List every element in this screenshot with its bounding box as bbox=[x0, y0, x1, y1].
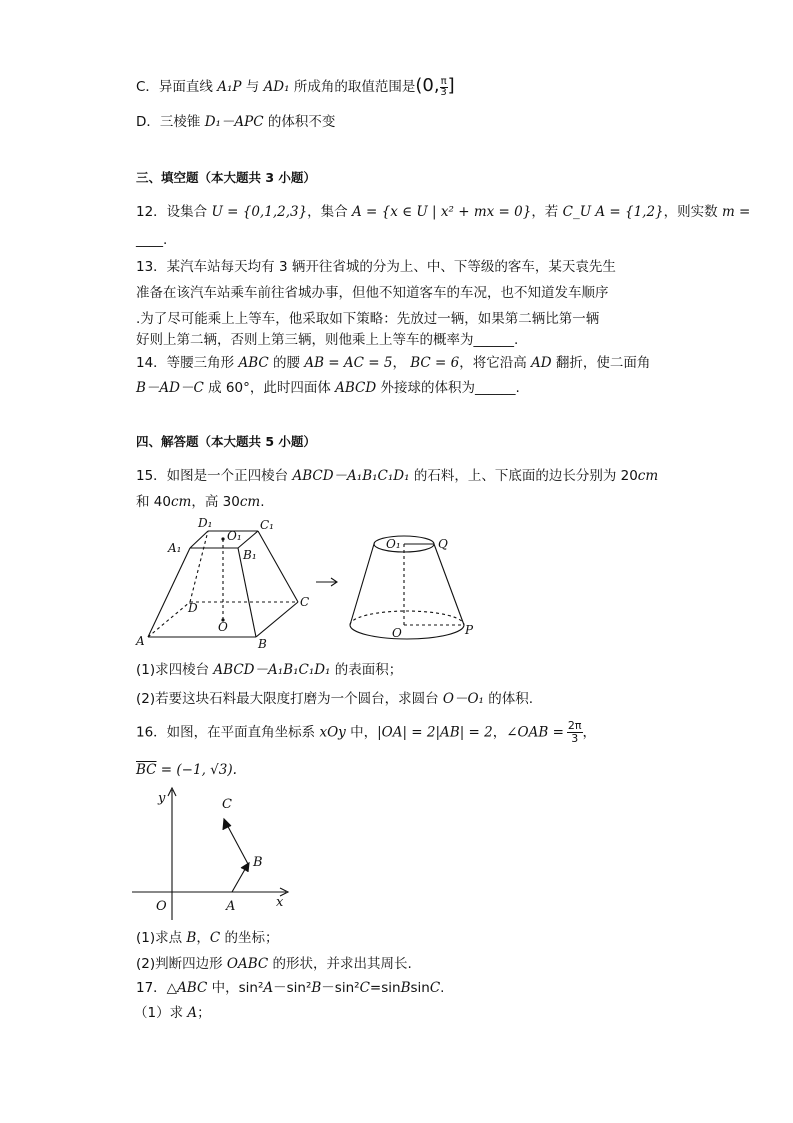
math-set-u: U = {0,1,2,3} bbox=[211, 204, 308, 220]
q14-text: ，将它沿高 bbox=[459, 355, 532, 371]
label-b: B bbox=[258, 637, 267, 651]
q16-text: 的坐标； bbox=[220, 930, 279, 946]
math-oo1: O－O₁ bbox=[442, 691, 484, 707]
fraction-denominator: 3 bbox=[440, 86, 447, 98]
q16-part-1 bbox=[136, 928, 278, 948]
section-3-heading: 三、填空题（本大题共 3 小题） bbox=[136, 170, 316, 185]
label-a1: A₁ bbox=[168, 541, 182, 555]
math-abc: ABC bbox=[238, 355, 269, 371]
fraction-numerator: 2π bbox=[567, 719, 582, 732]
q16-line-1 bbox=[136, 720, 596, 745]
label-o1: O₁ bbox=[227, 529, 242, 543]
q15-line-1 bbox=[136, 466, 658, 486]
q17-part-1 bbox=[134, 1003, 211, 1023]
math-abc: ABC bbox=[177, 980, 208, 996]
q16-text: 的形状，并求出其周长. bbox=[268, 956, 412, 972]
q15-text: . bbox=[260, 494, 265, 510]
option-c bbox=[136, 76, 455, 98]
q16-text: 中， bbox=[345, 724, 378, 741]
math-var: A bbox=[263, 980, 274, 996]
q15-text: 15．如图是一个正四棱台 bbox=[136, 468, 293, 484]
q15-part-1 bbox=[136, 660, 402, 680]
label-y: y bbox=[158, 791, 166, 806]
q16-text: 16．如图，在平面直角坐标系 bbox=[136, 724, 320, 741]
label-p: P bbox=[465, 623, 474, 637]
q16-text: (1)求点 bbox=[136, 930, 187, 946]
label-cone-o1: O₁ bbox=[386, 537, 401, 551]
q17-text: －sin² bbox=[321, 980, 360, 996]
math-vector-bc: $\overline{BC}$ bbox=[136, 762, 157, 778]
label-point-a: A bbox=[226, 899, 236, 914]
q14-text: 的腰 bbox=[268, 355, 305, 371]
fraction-pi-3 bbox=[440, 77, 448, 98]
math-var: A bbox=[187, 1005, 198, 1021]
math-bc-value: = (−1, √3). bbox=[156, 762, 237, 778]
q17-text: ； bbox=[197, 1005, 211, 1021]
q15-text: (2)若要这块石料最大限度打磨为一个圆台，求圆台 bbox=[136, 691, 443, 707]
label-c1: C₁ bbox=[260, 518, 274, 532]
label-o: O bbox=[218, 620, 228, 634]
math-ad1: AD₁ bbox=[263, 79, 290, 95]
q16-text: ， bbox=[196, 930, 210, 946]
q17-text: （1）求 bbox=[134, 1005, 188, 1021]
q15-text: ，高 30 bbox=[191, 494, 240, 510]
label-a: A bbox=[136, 634, 145, 648]
label-c: C bbox=[300, 595, 310, 609]
option-d bbox=[136, 112, 335, 132]
math-vector-norms: |OA| = 2|AB| = 2 bbox=[377, 724, 493, 741]
math-var: B bbox=[311, 980, 322, 996]
math-ad: AD bbox=[531, 355, 552, 371]
q14-line-2 bbox=[136, 378, 520, 398]
math-xoy: xOy bbox=[319, 724, 346, 741]
q14-text: 翻折，使二面角 bbox=[551, 355, 651, 371]
label-d: D bbox=[188, 601, 198, 615]
label-cone-o: O bbox=[392, 626, 402, 640]
label-q: Q bbox=[438, 537, 448, 551]
option-c-text: C．异面直线 bbox=[136, 79, 218, 95]
math-unit: cm bbox=[637, 468, 659, 484]
q16-text: ， bbox=[492, 724, 507, 741]
figure-15 bbox=[128, 512, 498, 654]
q16-text: (2)判断四边形 bbox=[136, 956, 227, 972]
q17-line-1 bbox=[136, 978, 444, 998]
q12-text: ，则实数 bbox=[663, 204, 722, 220]
math-complement: C_U A = {1,2} bbox=[562, 204, 664, 220]
math-c: C bbox=[209, 930, 221, 946]
math-ab-ac: AB = AC = 5 bbox=[304, 355, 393, 371]
q13-line-1: 13．某汽车站每天均有 3 辆开往省城的分为上、中、下等级的客车，某天袁先生 bbox=[136, 259, 616, 275]
math-unit: cm bbox=[170, 494, 192, 510]
q15-line-2 bbox=[136, 492, 265, 512]
math-var: C bbox=[359, 980, 370, 996]
fraction-denominator: 3 bbox=[571, 732, 579, 745]
math-b: B bbox=[186, 930, 197, 946]
q13-line-3: .为了尽可能乘上上等车，他采取如下策略：先放过一辆，如果第二辆比第一辆 bbox=[136, 311, 600, 327]
math-dihedral: B－AD－C bbox=[136, 380, 204, 396]
q15-part-2 bbox=[136, 689, 533, 709]
q15-text: 和 40 bbox=[136, 494, 171, 510]
q17-text: 中，sin² bbox=[207, 980, 264, 996]
figure-16 bbox=[128, 784, 298, 924]
math-a1p: A₁P bbox=[217, 79, 242, 95]
q12-blank: ____. bbox=[136, 232, 168, 248]
option-d-text: 的体积不变 bbox=[263, 114, 336, 130]
math-angle: ∠OAB = bbox=[506, 724, 564, 741]
q14-text: ， bbox=[392, 355, 411, 371]
q15-text: 的体积. bbox=[483, 691, 534, 707]
point-o1 bbox=[221, 537, 224, 540]
label-x: x bbox=[276, 895, 284, 910]
option-c-text: 与 bbox=[241, 79, 264, 95]
math-bc: BC = 6 bbox=[410, 355, 460, 371]
q17-text: sin bbox=[410, 980, 430, 996]
q14-text: 外接球的体积为______. bbox=[376, 380, 520, 396]
math-oabc: OABC bbox=[226, 956, 269, 972]
q14-text: 14．等腰三角形 bbox=[136, 355, 239, 371]
label-point-b: B bbox=[253, 855, 263, 870]
q12-text: ，若 bbox=[531, 204, 563, 220]
label-d1: D₁ bbox=[198, 516, 213, 530]
math-unit: cm bbox=[239, 494, 261, 510]
q14-line-1 bbox=[136, 353, 650, 373]
q15-text: 的石料，上、下底面的边长分别为 20 bbox=[409, 468, 638, 484]
range-left: (0, bbox=[415, 75, 440, 96]
q16-part-2 bbox=[136, 954, 412, 974]
math-d1-apc: D₁－APC bbox=[204, 114, 264, 130]
q15-text: 的表面积； bbox=[330, 662, 403, 678]
math-frustum: ABCD－A₁B₁C₁D₁ bbox=[292, 468, 410, 484]
q17-text: . bbox=[440, 980, 445, 996]
label-b1: B₁ bbox=[243, 548, 257, 562]
q14-text: 成 60°，此时四面体 bbox=[203, 380, 336, 396]
math-set-a: A = {x ∈ U | x² + mx = 0} bbox=[351, 204, 532, 220]
q17-text: =sin bbox=[369, 980, 401, 996]
label-origin: O bbox=[156, 899, 167, 914]
q17-text: 17．△ bbox=[136, 980, 178, 996]
math-abcd: ABCD bbox=[335, 380, 377, 396]
q17-text: －sin² bbox=[273, 980, 312, 996]
math-var: C bbox=[429, 980, 441, 996]
math-var: B bbox=[400, 980, 411, 996]
option-d-text: D．三棱锥 bbox=[136, 114, 205, 130]
arrow-icon bbox=[316, 578, 337, 586]
q13-line-4: 好则上第二辆，否则上第三辆，则他乘上上等车的概率为______. bbox=[136, 332, 519, 348]
fraction-2pi-3 bbox=[567, 720, 583, 745]
math-frustum: ABCD－A₁B₁C₁D₁ bbox=[213, 662, 331, 678]
q12-text: ，集合 bbox=[307, 204, 352, 220]
q15-text: (1)求四棱台 bbox=[136, 662, 214, 678]
q12-text: 12．设集合 bbox=[136, 204, 212, 220]
question-12 bbox=[136, 202, 750, 222]
q16-text: ， bbox=[582, 724, 597, 741]
label-point-c: C bbox=[222, 797, 232, 812]
section-4-heading: 四、解答题（本大题共 5 小题） bbox=[136, 434, 316, 449]
range-right: ] bbox=[447, 75, 455, 96]
truncated-cone-drawing bbox=[350, 536, 464, 639]
fraction-numerator: π bbox=[440, 75, 447, 87]
option-c-text: 所成角的取值范围是 bbox=[289, 79, 416, 95]
q13-line-2: 准备在该汽车站乘车前往省城办事，但他不知道客车的车况，也不知道发车顺序 bbox=[136, 285, 609, 301]
math-m: m = bbox=[721, 204, 751, 220]
q16-line-2 bbox=[136, 760, 237, 780]
